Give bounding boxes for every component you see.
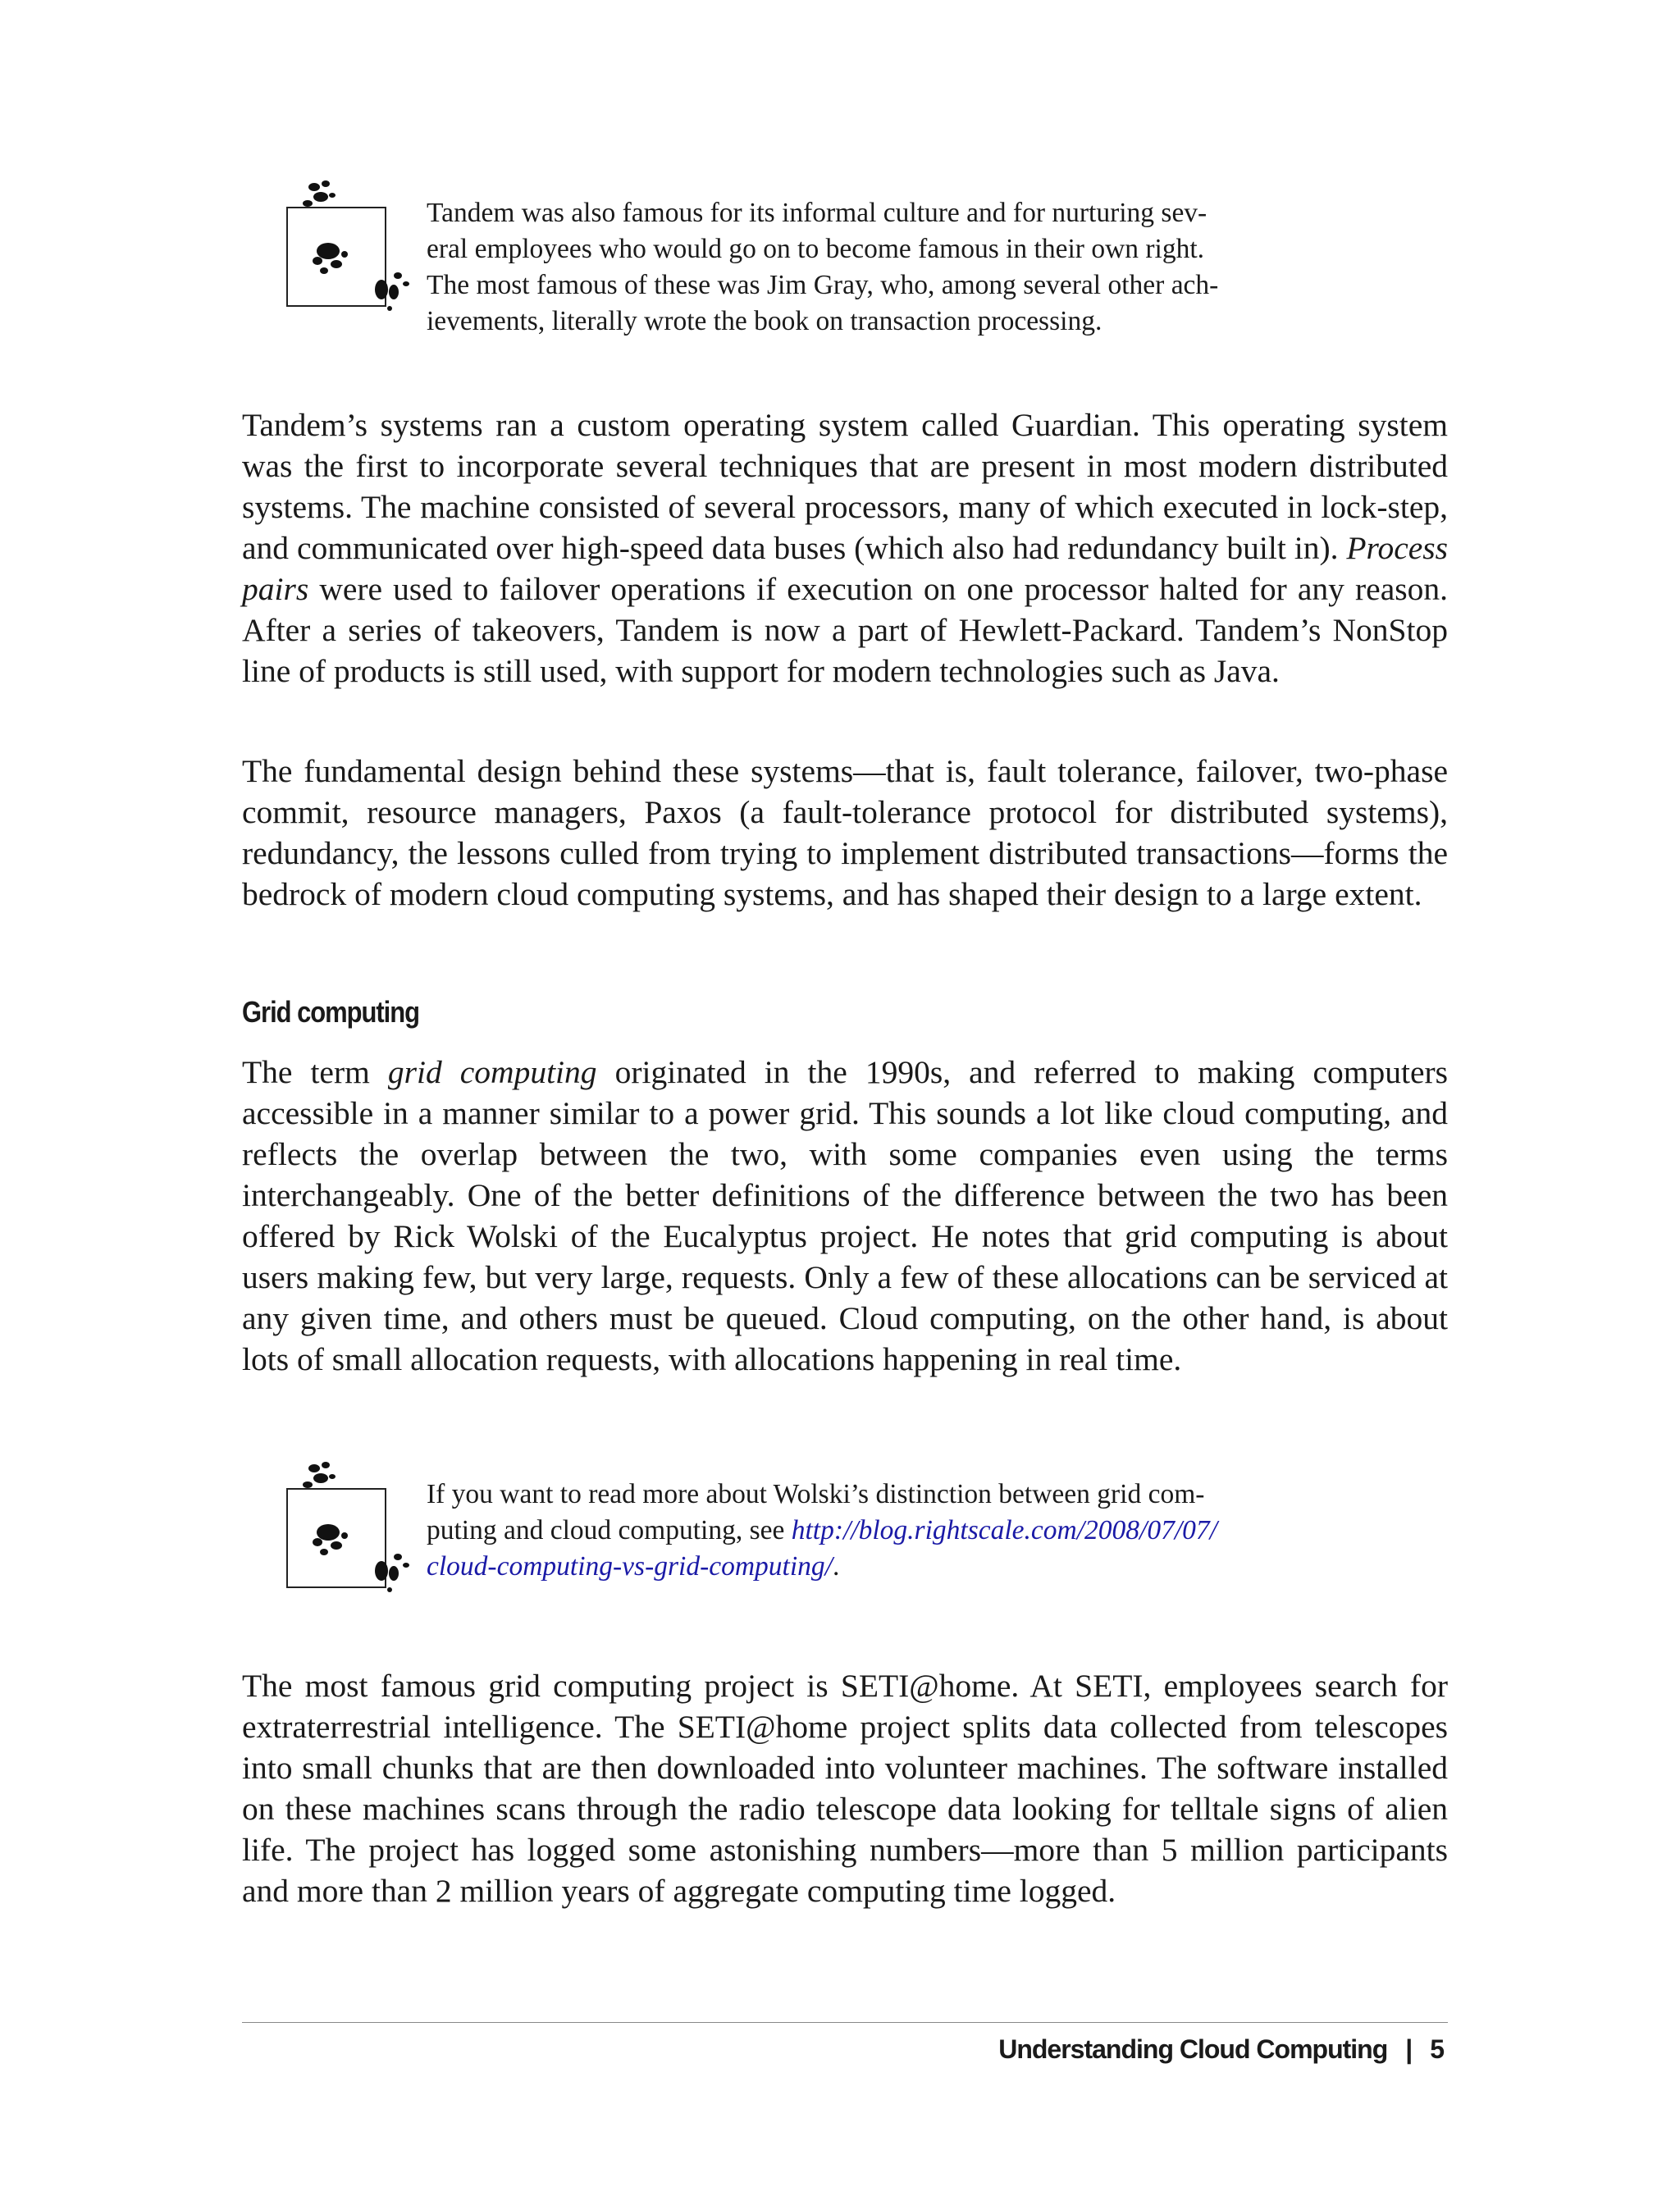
page-number: 5 [1430,2034,1444,2064]
note-line: ievements, literally wrote the book on transaction processing. [427,306,1102,336]
tip-note [283,179,1452,351]
tip-note [283,1460,1452,1624]
page-footer [998,2034,1444,2065]
note-line: If you want to read more about Wolski’s distinction between grid com- [427,1479,1205,1509]
body-paragraph: The fundamental design behind these systems—that is, fault tolerance, failover, two-phase commit, resource managers, Paxos (a fault-tolerance protocol for distributed systems), redundancy, the lessons culled from trying to implement distributed transactions—forms the bedrock of modern cloud computing systems, and has shaped their design to a large extent. [242,753,1448,912]
note-line: Tandem was also famous for its informal culture and for nurturing sev- [427,198,1208,228]
body-paragraph: Tandem’s systems ran a custom operating system called Guardian. This operating system was the first to incorporate several techniques that are present in most modern distributed systems. The machine consisted of several processors, many of which executed in lock-step, and communicated over high-speed data buses (which also had redundancy built in). Process pairs were used to failover operations if execution on one processor halted for any reason. After a series of takeovers, Tandem is now a part of Hewlett-Packard. Tandem’s NonStop line of products is still used, with support for modern technologies such as Java. [242,407,1448,689]
footer-separator: | [1405,2034,1413,2064]
bird-tip-icon [283,1460,418,1608]
bird-tip-icon [283,179,418,326]
running-title: Understanding Cloud Computing [998,2034,1388,2064]
note-line: The most famous of these was Jim Gray, who, among several other ach- [427,270,1219,300]
tip-note-text: If you want to read more about Wolski’s distinction between grid com- puting and cloud computing, see http://blog.rightscale.com/2008/07/07/ cloud-computing-vs-grid-computing/. [427,1479,1217,1582]
emphasis-term: Process pairs [242,530,1448,607]
tip-note-text [427,195,1341,340]
rightscale-link[interactable]: http://blog.rightscale.com/2008/07/07/ [791,1515,1217,1545]
body-paragraph: The term grid computing originated in the 1990s, and referred to making computers accessible in a manner similar to a power grid. This sounds a lot like cloud computing, and reflects the overlap between the two, with some companies even using the terms interchangeably. One of the better definitions of the difference between the two has been offered by Rick Wolski of the Eucalyptus project. He notes that grid computing is about users making few, but very large, requests. Only a few of these allocations can be serviced at any given time, and others must be queued. Cloud computing, on the other hand, is about lots of small allocation requests, with allocations happening in real time. [242,1054,1449,1377]
note-line: puting and cloud computing, see [427,1515,792,1545]
note-line: eral employees who would go on to become famous in their own right. [427,234,1205,264]
footer-divider [242,2022,1448,2023]
rightscale-link[interactable]: cloud-computing-vs-grid-computing/ [427,1551,833,1582]
emphasis-term: grid computing [387,1054,597,1090]
section-heading: Grid computing [242,995,420,1029]
body-paragraph: The most famous grid computing project is SETI@home. At SETI, employees search for extraterrestrial intelligence. The SETI@home project splits data collected from telescopes into small chunks that are then downloaded into volunteer machines. The software installed on these machines scans through the radio telescope data looking for telltale signs of alien life. The project has logged some astonishing numbers—more than 5 million participants and more than 2 million years of aggregate computing time logged. [242,1668,1448,1909]
